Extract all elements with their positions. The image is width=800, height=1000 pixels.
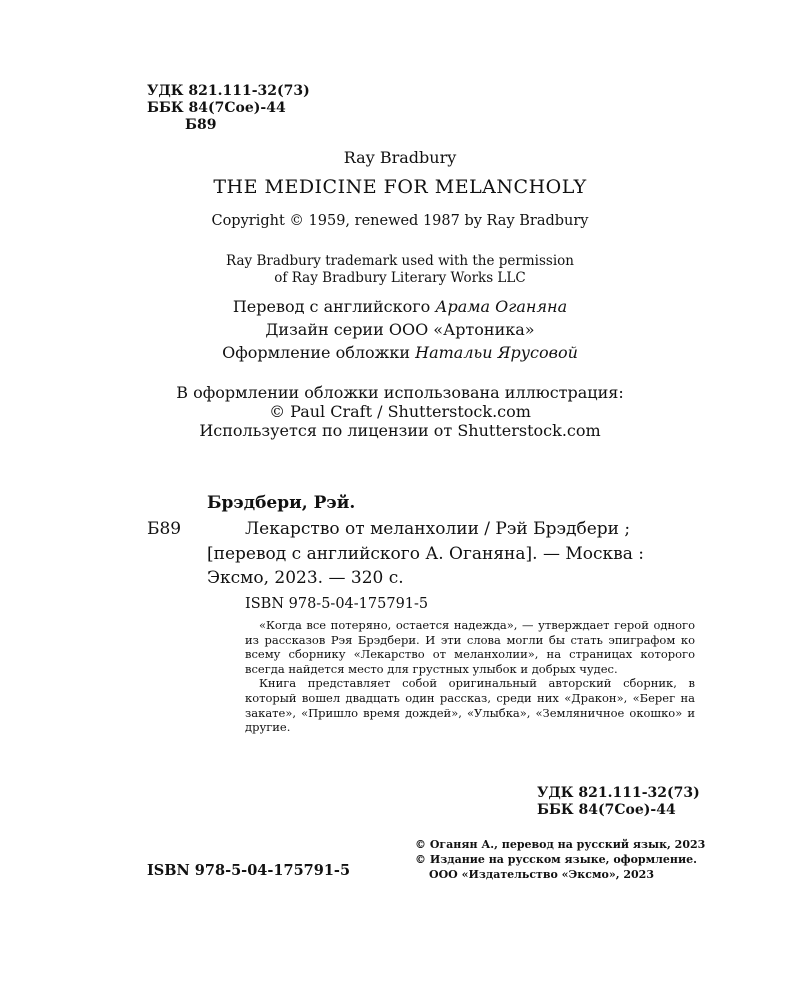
- illustration-line-2: © Paul Craft / Shutterstock.com: [269, 402, 531, 421]
- bbk-code: ББК 84(7Сое)-44: [147, 100, 286, 116]
- card-udk: УДК 821.111-32(73): [537, 785, 700, 801]
- copyright-translation: © Оганян А., перевод на русский язык, 2023: [415, 838, 706, 851]
- footer-isbn: ISBN 978-5-04-175791-5: [147, 862, 351, 879]
- translator-name: Арама Оганяна: [435, 297, 568, 316]
- illustration-line-1: В оформлении обложки использована иллюстрация:: [176, 383, 624, 402]
- card-bbk: ББК 84(7Сое)-44: [537, 802, 676, 818]
- annotation: [245, 618, 695, 735]
- translation-credit: [0, 297, 800, 316]
- cover-designer-name: Натальи Ярусовой: [415, 343, 578, 362]
- annotation-paragraph-2: Книга представляет собой оригинальный авторский сборник, в который вошел двадцать один рассказ, среди них «Дракон», «Берег на закате», «Пришло время дождей», «Улыбка», «Земляничное окошко» и другие.: [245, 676, 695, 735]
- card-line-2: [перевод с английского А. Оганяна]. — Москва :: [207, 544, 644, 564]
- copyright-edition: © Издание на русском языке, оформление.: [415, 853, 697, 866]
- copyright-publisher: ООО «Издательство «Эксмо», 2023: [429, 868, 654, 881]
- original-author: Ray Bradbury: [343, 148, 457, 167]
- card-heading: Брэдбери, Рэй.: [207, 493, 356, 513]
- original-title: THE MEDICINE FOR MELANCHOLY: [213, 176, 587, 198]
- translation-prefix: Перевод с английского: [232, 297, 431, 316]
- card-line-1: Лекарство от меланхолии / Рэй Брэдбери ;: [245, 519, 631, 539]
- author-mark: Б89: [185, 117, 217, 133]
- series-design-credit: Дизайн серии ООО «Артоника»: [265, 320, 535, 339]
- card-author-mark: Б89: [147, 519, 182, 539]
- cover-prefix: Оформление обложки: [222, 343, 411, 362]
- card-line-3: Эксмо, 2023. — 320 с.: [207, 568, 404, 588]
- udk-code: УДК 821.111-32(73): [147, 83, 310, 99]
- illustration-line-3: Используется по лицензии от Shutterstock.com: [199, 421, 601, 440]
- cover-credit: [0, 343, 800, 362]
- original-copyright: Copyright © 1959, renewed 1987 by Ray Bradbury: [211, 213, 589, 229]
- trademark-line-2: of Ray Bradbury Literary Works LLC: [274, 270, 526, 286]
- annotation-paragraph-1: «Когда все потеряно, остается надежда», — утверждает герой одного из рассказов Рэя Брэдбери. И эти слова могли бы стать эпиграфом ко всему сборнику «Лекарство от меланхолии», на страницах которого всегда найдется место для грустных улыбок и добрых чудес.: [245, 618, 695, 676]
- card-isbn: ISBN 978-5-04-175791-5: [245, 596, 429, 612]
- trademark-line-1: Ray Bradbury trademark used with the permission: [226, 253, 574, 269]
